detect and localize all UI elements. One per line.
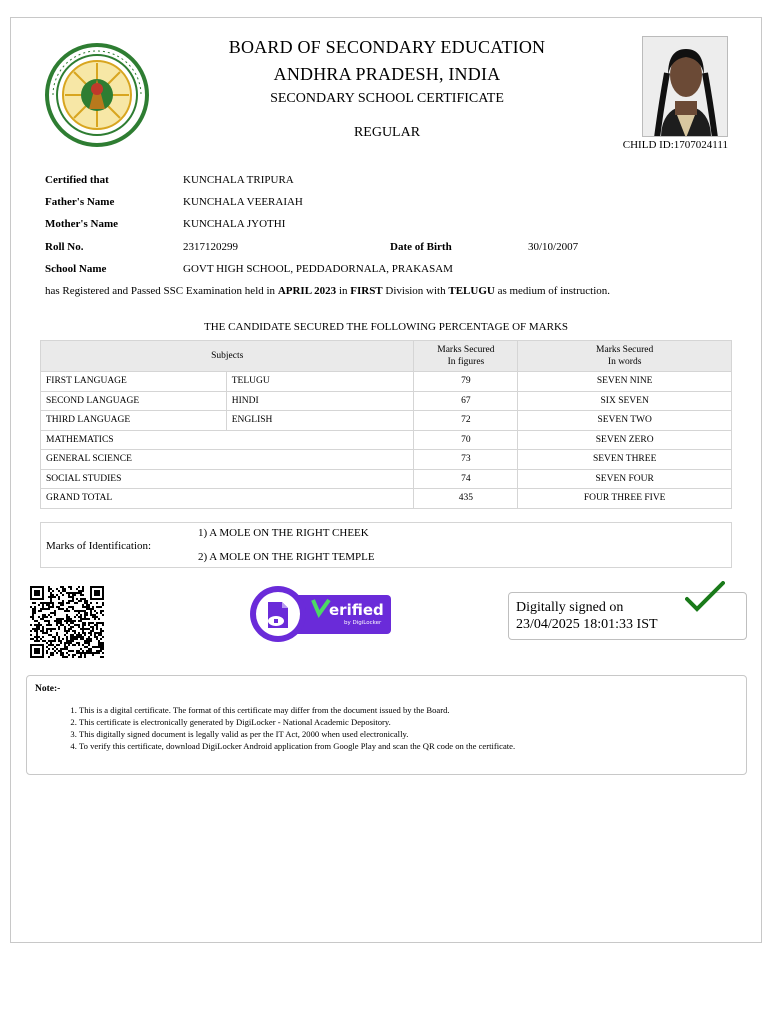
digilocker-verified-badge [249,586,391,642]
notes-box [26,675,747,775]
dob-label: Date of Birth [390,241,452,253]
words-cell: SEVEN THREE [518,450,732,470]
subject-cell: MATHEMATICS [41,430,414,450]
roll-number: 2317120299 [183,241,238,253]
statement-text: has Registered and Passed SSC Examination held in [45,285,278,297]
note-title: Note:- [35,684,61,694]
note-item: 3. This digitally signed document is legally valid as per the IT Act, 2000 when used electronically. [79,728,515,740]
identification-mark-2: 2) A MOLE ON THE RIGHT TEMPLE [198,551,375,563]
exam-statement [45,285,610,297]
statement-text: in [336,285,351,297]
candidate-photo [642,36,728,137]
medium: TELUGU [448,285,495,297]
subject-cell: FIRST LANGUAGE [41,372,227,392]
date-of-birth: 30/10/2007 [528,241,579,253]
words-header [518,341,732,372]
digital-signature-box [508,592,747,640]
subject-cell: GRAND TOTAL [41,489,414,509]
marks-title: THE CANDIDATE SECURED THE FOLLOWING PERCENTAGE OF MARKS [203,321,569,333]
words-cell: SEVEN TWO [518,411,732,431]
table-row [41,430,732,450]
figures-cell: 79 [414,372,518,392]
language-cell: ENGLISH [226,411,414,431]
note-item: 4. To verify this certificate, download DigiLocker Android application from Google Play and scan the QR code on the certificate. [79,740,515,752]
father-name: KUNCHALA VEERAIAH [183,196,303,208]
subject-cell: SOCIAL STUDIES [41,469,414,489]
table-row [41,391,732,411]
person-photo-icon [643,37,728,137]
father-label: Father's Name [45,196,115,208]
words-cell: SEVEN ZERO [518,430,732,450]
identification-label: Marks of Identification: [46,540,152,552]
certificate-title: SECONDARY SCHOOL CERTIFICATE [270,91,504,106]
header-text: Marks Secured [437,345,495,355]
marks-header-row [41,341,732,372]
statement-text: as medium of instruction. [494,285,611,297]
grand-total-row [41,489,732,509]
table-row [41,450,732,470]
statement-text: Division with [382,285,449,297]
note-list [65,704,515,752]
qr-code-icon[interactable] [30,586,104,658]
board-name: BOARD OF SECONDARY EDUCATION [228,37,546,57]
table-row [41,372,732,392]
certified-label: Certified that [45,174,109,186]
figures-cell: 73 [414,450,518,470]
verified-subtext: by DigiLocker [344,620,382,626]
mother-label: Mother's Name [45,218,119,230]
figures-cell: 435 [414,489,518,509]
checkmark-icon [685,581,725,613]
verified-text: erified [329,601,384,619]
words-cell: FOUR THREE FIVE [518,489,732,509]
header-text: In words [607,357,642,367]
note-item: 1. This is a digital certificate. The format of this certificate may differ from the document issued by the Board. [79,704,515,716]
language-cell: TELUGU [226,372,414,392]
subject-cell: THIRD LANGUAGE [41,411,227,431]
child-id: CHILD ID:1707024111 [622,139,728,151]
table-row [41,469,732,489]
header-text: In figures [447,357,485,367]
header-text: Marks Secured [596,345,654,355]
mother-name: KUNCHALA JYOTHI [183,218,286,230]
language-cell: HINDI [226,391,414,411]
identification-mark-1: 1) A MOLE ON THE RIGHT CHEEK [198,527,369,539]
exam-session: APRIL 2023 [277,285,337,297]
subjects-header: Subjects [41,341,414,372]
words-cell: SIX SEVEN [518,391,732,411]
subject-cell: SECOND LANGUAGE [41,391,227,411]
words-cell: SEVEN NINE [518,372,732,392]
marks-table [40,340,732,509]
school-label: School Name [45,263,107,275]
figures-cell: 74 [414,469,518,489]
roll-label: Roll No. [45,241,84,253]
subject-cell: GENERAL SCIENCE [41,450,414,470]
signed-label: Digitally signed on [516,600,624,615]
table-row [41,411,732,431]
figures-cell: 72 [414,411,518,431]
candidate-type: REGULAR [353,125,421,140]
division: FIRST [350,285,383,297]
figures-cell: 67 [414,391,518,411]
identification-box [40,522,732,568]
figures-cell: 70 [414,430,518,450]
state-name: ANDHRA PRADESH, INDIA [273,64,501,84]
signed-timestamp: 23/04/2025 18:01:33 IST [516,617,658,632]
words-cell: SEVEN FOUR [518,469,732,489]
figures-header [414,341,518,372]
candidate-name: KUNCHALA TRIPURA [183,174,294,186]
state-emblem-icon [45,43,149,147]
note-item: 2. This certificate is electronically generated by DigiLocker - National Academic Depository. [79,716,515,728]
school-name: GOVT HIGH SCHOOL, PEDDADORNALA, PRAKASAM [183,263,453,275]
